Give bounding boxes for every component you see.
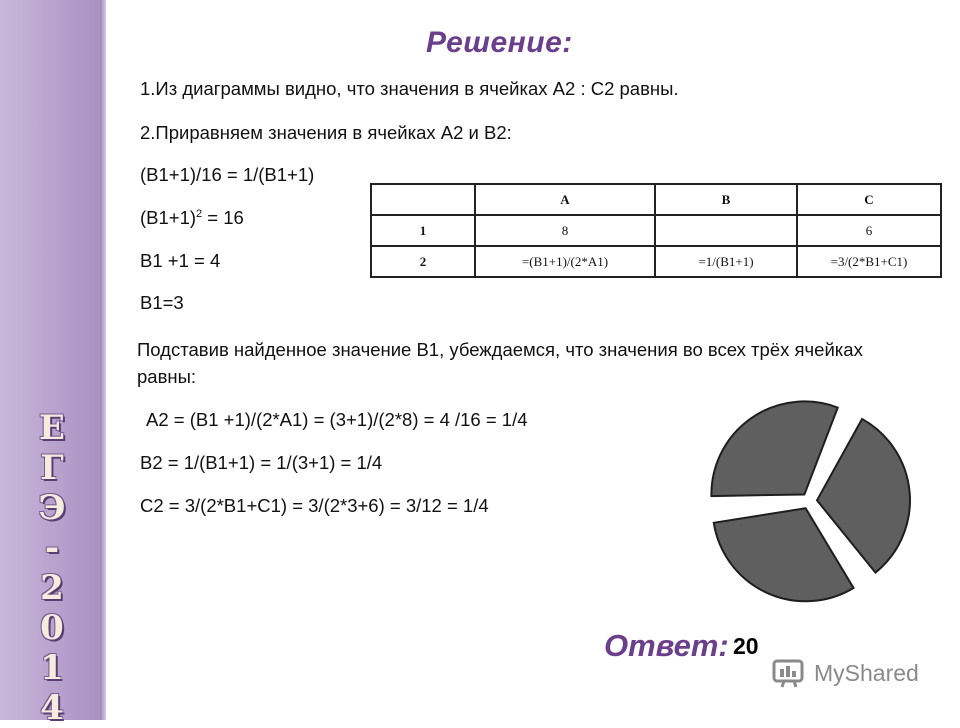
- equation-2-rest: = 16: [202, 207, 244, 228]
- column-header-b: B: [655, 184, 797, 215]
- cell-c1: 6: [797, 215, 941, 246]
- title-letter: Э: [38, 488, 66, 528]
- sidebar-edge: [100, 0, 106, 720]
- cell-a2: =(B1+1)/(2*A1): [475, 246, 655, 277]
- row-header-2: 2: [371, 246, 475, 277]
- pie-slice-c2: [711, 401, 837, 496]
- spreadsheet-table: [370, 183, 942, 278]
- pie-slice-b2: [714, 508, 854, 601]
- equation-3: В1 +1 = 4: [140, 250, 221, 271]
- page-title: Решение:: [426, 26, 573, 59]
- vertical-title-ege-2014: [28, 408, 76, 728]
- cell-c2: =3/(2*B1+C1): [797, 246, 941, 277]
- title-letter: 0: [40, 608, 64, 648]
- table-row: [371, 246, 941, 277]
- a2-calculation: А2 = (В1 +1)/(2*А1) = (3+1)/(2*8) = 4 /16 = 1/4: [146, 409, 528, 430]
- table-row: [371, 215, 941, 246]
- myshared-watermark: [772, 656, 919, 690]
- equation-2: [140, 207, 244, 229]
- title-letter: Г: [40, 448, 64, 488]
- decorative-sidebar: [0, 0, 106, 728]
- b2-calculation: В2 = 1/(В1+1) = 1/(3+1) = 1/4: [140, 452, 383, 473]
- table-header-row: [371, 184, 941, 215]
- cell-b2: =1/(B1+1): [655, 246, 797, 277]
- equation-1: (В1+1)/16 = 1/(В1+1): [140, 164, 315, 185]
- step-1-text: 1.Из диаграммы видно, что значения в ячейках А2 : С2 равны.: [140, 78, 679, 99]
- title-letter: 1: [40, 648, 64, 688]
- title-letter: Е: [39, 408, 65, 448]
- equation-2-base: (В1+1): [140, 207, 197, 228]
- column-header-c: C: [797, 184, 941, 215]
- answer-label: Ответ:: [604, 628, 729, 663]
- cell-a1: 8: [475, 215, 655, 246]
- check-paragraph: Подставив найденное значение В1, убеждаемся, что значения во всех трёх ячейках равны:: [137, 339, 863, 387]
- equation-2-exponent: 2: [196, 207, 203, 220]
- corner-cell: [371, 184, 475, 215]
- watermark-text: MyShared: [814, 659, 919, 686]
- myshared-logo-icon: [772, 657, 808, 689]
- answer-value: 20: [733, 633, 759, 659]
- column-header-a: A: [475, 184, 655, 215]
- row-header-1: 1: [371, 215, 475, 246]
- step-2-text: 2.Приравняем значения в ячейках А2 и В2:: [140, 122, 512, 143]
- title-letter: 2: [40, 568, 64, 608]
- c2-calculation: С2 = 3/(2*В1+С1) = 3/(2*3+6) = 3/12 = 1/4: [140, 495, 489, 516]
- equation-4: В1=3: [140, 292, 184, 313]
- pie-chart: [704, 396, 914, 606]
- title-letter: -: [44, 528, 60, 568]
- title-letter: 4: [40, 688, 64, 728]
- cell-b1: [655, 215, 797, 246]
